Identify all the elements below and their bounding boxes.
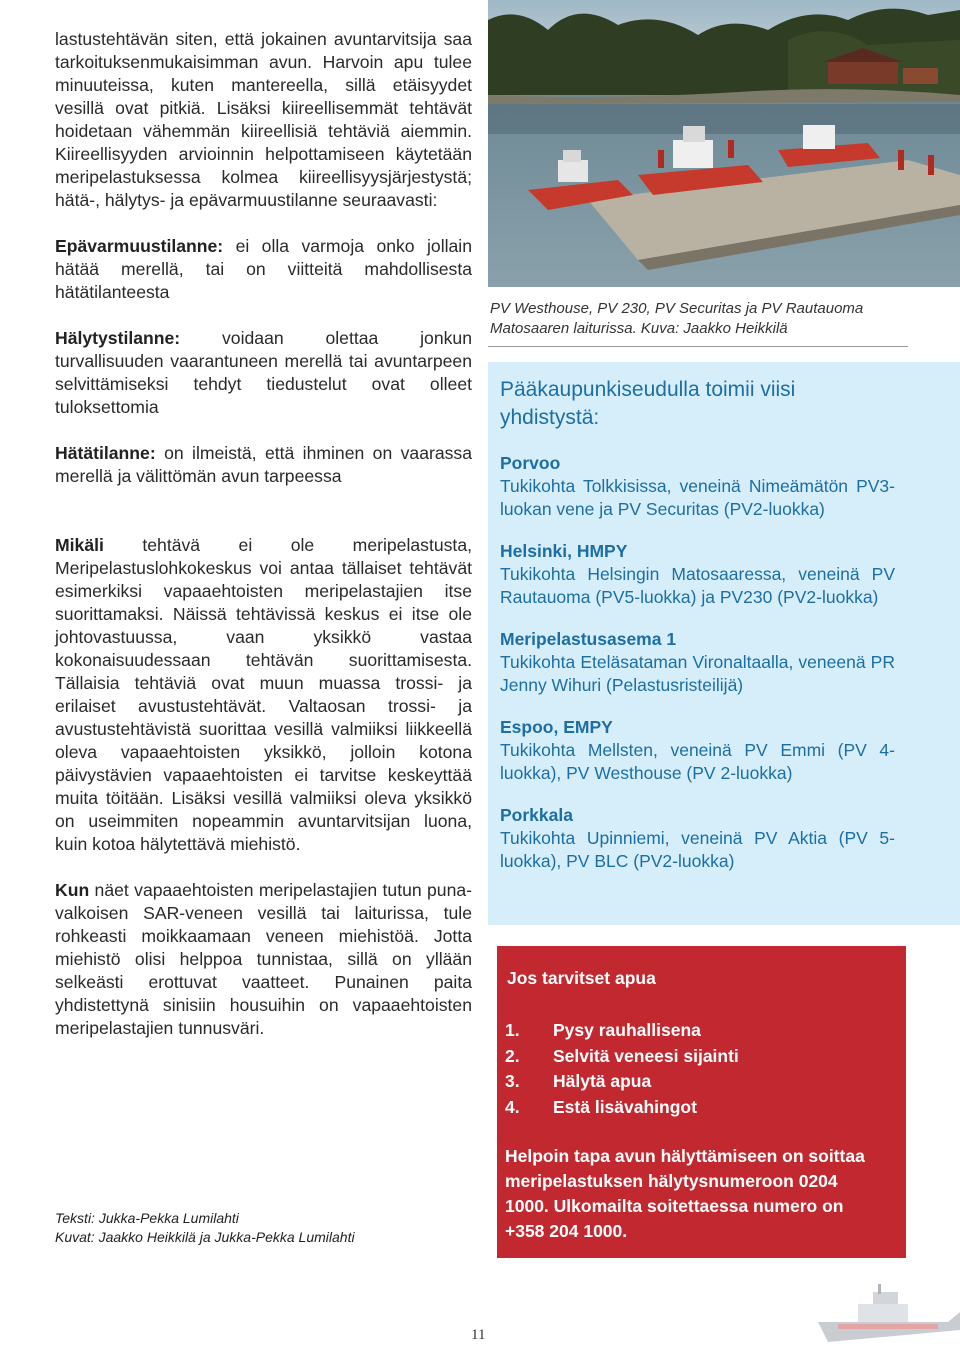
step-number: 3.	[505, 1071, 520, 1091]
association-helsinki	[500, 540, 895, 609]
paragraph-mikali	[55, 534, 472, 856]
help-title: Jos tarvitset apua	[507, 968, 656, 988]
association-name: Meripelastusasema 1	[500, 629, 677, 649]
intro-paragraph: lastustehtävän siten, että jokainen avuntarvitsija saa tarkoituksenmukaisimman avun. Harvoin apu tulee minuuteissa, kuten mantereella, sillä etäisyydet vesillä ovat pitkiä. Lisäksi kiireellisemmät tehtävät hoidetaan vähemmän kiireellisiä tehtäviä aiemmin. Kiireellisyyden arvioinnin helpottamiseen käytetään meripelastuksessa kolmea kiireellisyysjärjestystä; hätä-, hälytys- ja epävarmuustilanne seuraavasti:	[55, 29, 472, 210]
association-name: Porkkala	[500, 805, 573, 825]
lead-mikali: Mikäli	[55, 535, 104, 555]
rescue-boats-photo	[488, 0, 960, 287]
term-alert: Hälytystilanne:	[55, 328, 181, 348]
associations-box	[488, 362, 960, 925]
help-step	[505, 1095, 739, 1121]
term-uncertainty: Epävarmuustilanne:	[55, 236, 224, 256]
association-text: Tukikohta Upinniemi, veneinä PV Aktia (PV 5-luokka), PV BLC (PV2-luokka)	[500, 828, 895, 871]
step-number: 4.	[505, 1096, 520, 1117]
sar-boat-logo	[818, 1282, 960, 1348]
help-step	[505, 1044, 739, 1070]
help-step	[505, 1069, 739, 1095]
step-number: 2.	[505, 1045, 520, 1066]
credits	[55, 1209, 355, 1247]
boat-icon	[818, 1282, 960, 1348]
association-meripelastusasema	[500, 628, 895, 697]
paragraph-mikali-text: tehtävä ei ole meripelastusta, Meripelastuslohkokeskus voi antaa tällaiset tehtävät esimerkiksi vapaaehtoisten meripelastajien itse suorittamaksi. Näissä tehtävissä keskus ei itse ole johtovastuussa, vaan yksikkö vastaa kokonaisuudessaan tehtävän suorittamisesta. Tällaisia tehtäviä ovat muun muassa trossi- ja erilaiset avustustehtävät. Valtaosan trossi- ja avustustehtävistä suorittaa vesillä valmiiksi liikkeellä oleva vapaaehtoisten yksikkö, jolloin kotona päivystävien vapaaehtoisten ei tarvitse keskeyttää muita töitään. Lisäksi vesillä valmiiksi oleva yksikkö on useimmiten nopeammin avuntarvitsijan luona, kuin kotoa hälytettävä miehistö.	[55, 535, 472, 854]
step-number: 1.	[505, 1020, 520, 1040]
step-text: Selvitä veneesi sijainti	[553, 1045, 739, 1066]
association-text: Tukikohta Eteläsataman Vironaltaalla, veneenä PR Jenny Wihuri (Pelastusristeilijä)	[500, 652, 895, 695]
paragraph-kun-text: näet vapaaehtoisten meripelastajien tutun puna-valkoisen SAR-veneen vesillä tai laiturissa, tule rohkeasti moikkaamaan veneen miehistöä. Jotta miehistö olisi helppoa tunnistaa, sillä on yllään selkeästi erottuvat vaatteet. Punainen paita yhdistettynä sinisiin housuihin on vapaaehtoisten meripelastajien tunnusväri.	[55, 880, 472, 1038]
association-name: Porvoo	[500, 453, 561, 473]
association-porkkala	[500, 804, 895, 873]
credit-photos: Kuvat: Jaakko Heikkilä ja Jukka-Pekka Lumilahti	[55, 1229, 355, 1245]
step-text: Pysy rauhallisena	[553, 1020, 701, 1040]
page-number: 11	[471, 1327, 486, 1343]
definition-distress-text: on ilmeistä, että ihminen on vaarassa merellä ja välittömän avun tarpeessa	[55, 443, 472, 486]
association-name: Helsinki, HMPY	[500, 541, 628, 561]
definition-alert-text: voidaan olettaa jonkun turvallisuuden vaarantuneen merellä tai avuntarpeen selvittämiseksi tehdyt tiedustelut ovat olleet tuloksettomia	[55, 328, 472, 417]
definition-uncertainty-text: ei olla varmoja onko jollain hätää merellä, tai on viitteitä mahdollisesta hätätilanteesta	[55, 236, 472, 302]
term-distress: Hätätilanne:	[55, 443, 156, 463]
help-step	[505, 1018, 739, 1044]
lead-kun: Kun	[55, 880, 90, 900]
photo-illustration	[488, 0, 960, 287]
step-text: Estä lisävahingot	[553, 1096, 697, 1117]
definition-uncertainty	[55, 235, 472, 304]
associations-title: Pääkaupunkiseudulla toimii viisi yhdistystä:	[500, 378, 796, 429]
associations-content	[500, 376, 895, 892]
photo-caption: PV Westhouse, PV 230, PV Securitas ja PV Rautauoma Matosaaren laiturissa. Kuva: Jaakko Heikkilä	[490, 300, 864, 337]
caption-divider	[488, 346, 908, 347]
definition-alert	[55, 327, 472, 419]
help-footer: Helpoin tapa avun hälyttämiseen on soittaa meripelastuksen hälytysnumeroon 0204 1000. Ulkomailta soitettaessa numero on +358 204 1000.	[505, 1146, 865, 1241]
association-text: Tukikohta Tolkkisissa, veneinä Nimeämätön PV3-luokan vene ja PV Securitas (PV2-luokka)	[500, 476, 895, 519]
association-text: Tukikohta Mellsten, veneinä PV Emmi (PV 4-luokka), PV Westhouse (PV 2-luokka)	[500, 740, 895, 783]
step-text: Hälytä apua	[553, 1071, 652, 1091]
association-espoo	[500, 716, 895, 785]
paragraph-kun	[55, 879, 472, 1040]
association-porvoo	[500, 452, 895, 521]
definition-distress	[55, 442, 472, 488]
credit-text: Teksti: Jukka-Pekka Lumilahti	[55, 1210, 239, 1226]
help-steps	[505, 1018, 739, 1120]
main-text-column	[55, 28, 472, 1040]
help-box	[497, 946, 906, 1258]
association-text: Tukikohta Helsingin Matosaaressa, veneinä PV Rautauoma (PV5-luokka) ja PV230 (PV2-luokka)	[500, 564, 895, 607]
association-name: Espoo, EMPY	[500, 717, 613, 737]
